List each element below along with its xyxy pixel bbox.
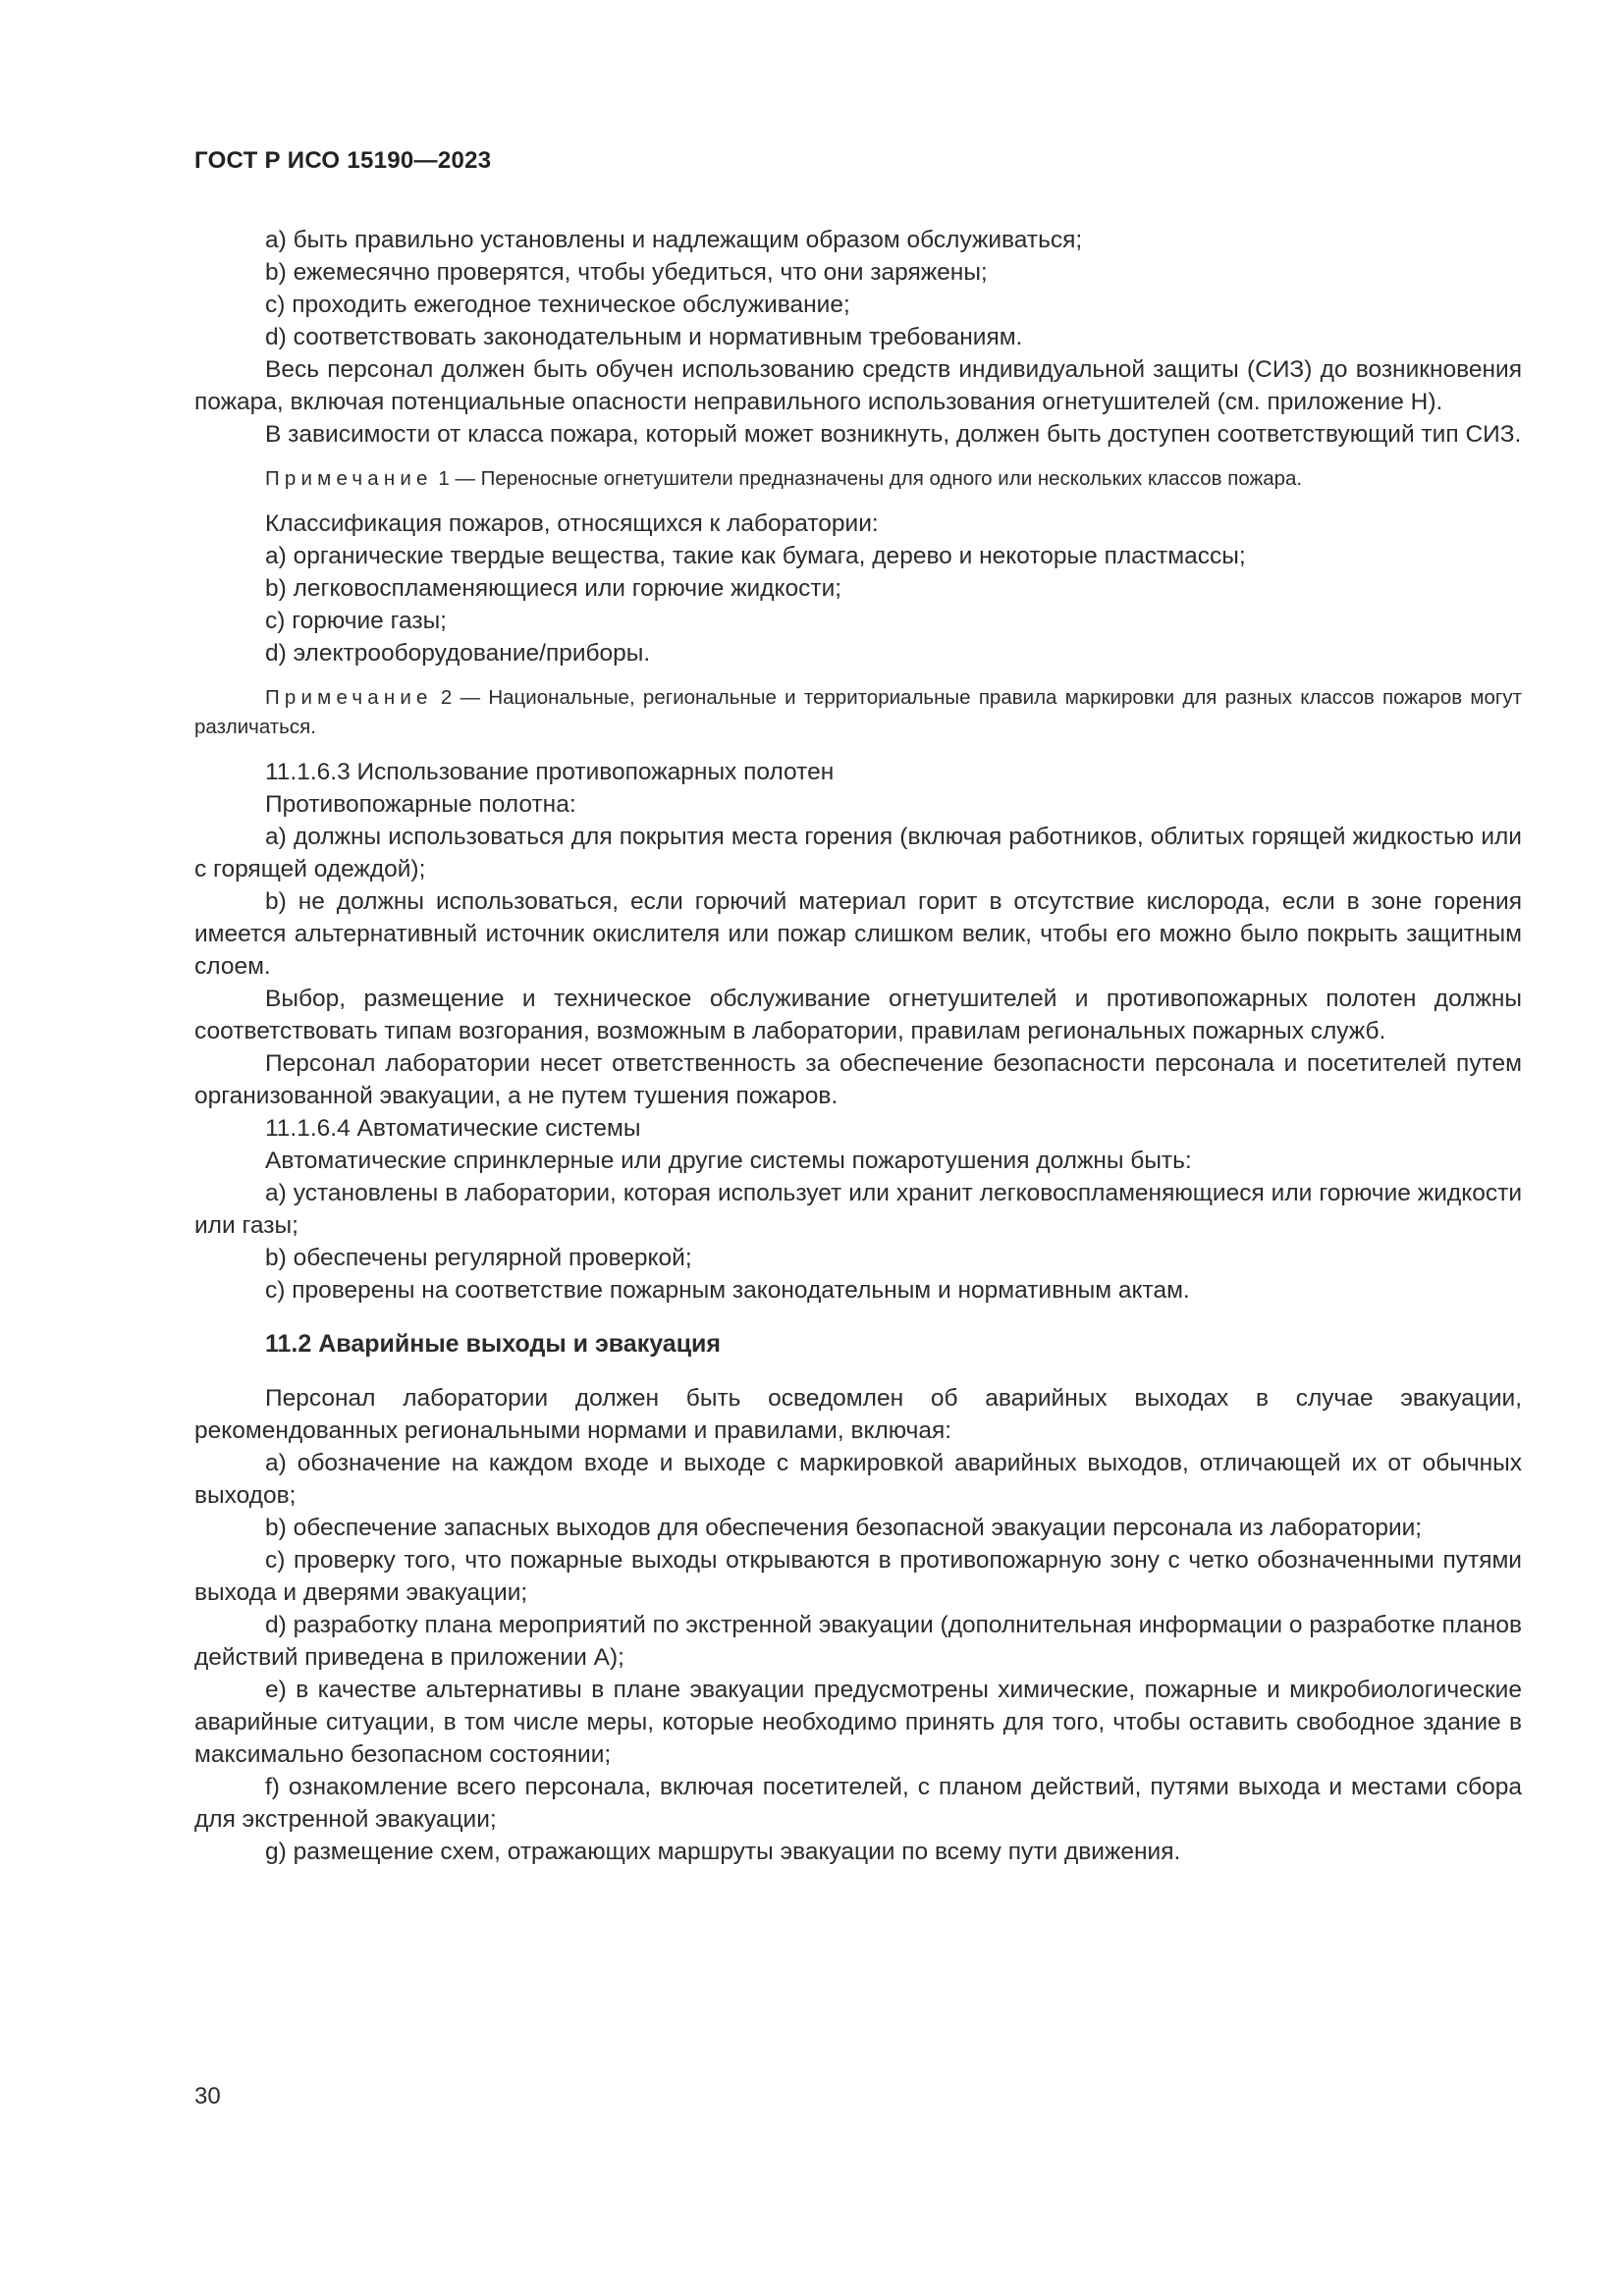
list-item: а) установлены в лаборатории, которая использует или хранит легковоспламеняющиеся или горючие жидкости или газы; bbox=[194, 1180, 1522, 1239]
list-item: а) быть правильно установлены и надлежащим образом обслуживаться; bbox=[265, 227, 1083, 253]
paragraph: Персонал лаборатории несет ответственность за обеспечение безопасности персонала и посетителей путем организованной эвакуации, а не путем тушения пожаров. bbox=[194, 1050, 1522, 1109]
note-text: 1 — Переносные огнетушители предназначены для одного или нескольких классов пожара. bbox=[438, 467, 1303, 490]
list-item: а) должны использоваться для покрытия места горения (включая работников, облитых горящей жидкостью или с горящей одеждой); bbox=[194, 824, 1522, 882]
list-item: а) обозначение на каждом входе и выходе с маркировкой аварийных выходов, отличающей их от обычных выходов; bbox=[194, 1450, 1522, 1509]
list-item: е) в качестве альтернативы в плане эвакуации предусмотрены химические, пожарные и микробиологические аварийные ситуации, в том числе меры, которые необходимо принять для того, чтобы оставить свободное здание в максимально безопасном состоянии; bbox=[194, 1677, 1522, 1768]
list-item: b) не должны использоваться, если горючий материал горит в отсутствие кислорода, если в зоне горения имеется альтернативный источник окислителя или пожар слишком велик, чтобы его можно было покрыть защитным слоем. bbox=[194, 888, 1522, 980]
list-item: d) соответствовать законодательным и нормативным требованиям. bbox=[265, 324, 1023, 350]
list-item: а) органические твердые вещества, такие как бумага, дерево и некоторые пластмассы; bbox=[265, 543, 1246, 569]
list-item: b) обеспечены регулярной проверкой; bbox=[265, 1245, 692, 1271]
list-item: b) обеспечение запасных выходов для обеспечения безопасной эвакуации персонала из лаборатории; bbox=[265, 1515, 1423, 1541]
note-1 bbox=[194, 464, 1522, 494]
document-header: ГОСТ Р ИСО 15190—2023 bbox=[194, 147, 492, 174]
subsection-title: 11.1.6.4 Автоматические системы bbox=[265, 1115, 641, 1142]
note-label: Примечание bbox=[265, 686, 433, 709]
paragraph: Автоматические спринклерные или другие системы пожаротушения должны быть: bbox=[265, 1148, 1192, 1174]
list-item: с) проверены на соответствие пожарным законодательным и нормативным актам. bbox=[265, 1277, 1190, 1304]
paragraph: Выбор, размещение и техническое обслуживание огнетушителей и противопожарных полотен должны соответствовать типам возгорания, возможным в лаборатории, правилам региональных пожарных служб. bbox=[194, 986, 1522, 1044]
note-label: Примечание bbox=[265, 467, 433, 490]
list-item: f) ознакомление всего персонала, включая посетителей, с планом действий, путями выхода и местами сбора для экстренной эвакуации; bbox=[194, 1774, 1522, 1833]
paragraph: В зависимости от класса пожара, который может возникнуть, должен быть доступен соответствующий тип СИЗ. bbox=[265, 421, 1522, 448]
list-item: g) размещение схем, отражающих маршруты эвакуации по всему пути движения. bbox=[265, 1839, 1181, 1865]
list-item: d) разработку плана мероприятий по экстренной эвакуации (дополнительная информации о разработке планов действий приведена в приложении А); bbox=[194, 1612, 1522, 1671]
page-number: 30 bbox=[194, 2083, 221, 2109]
section-heading: 11.2 Аварийные выходы и эвакуация bbox=[265, 1330, 722, 1358]
list-item: d) электрооборудование/приборы. bbox=[265, 640, 651, 667]
paragraph: Персонал лаборатории должен быть осведомлен об аварийных выходах в случае эвакуации, рекомендованных региональными нормами и правилами, включая: bbox=[194, 1385, 1522, 1444]
list-item: b) легковоспламеняющиеся или горючие жидкости; bbox=[265, 575, 842, 602]
paragraph: Противопожарные полотна: bbox=[265, 791, 576, 818]
paragraph: Классификация пожаров, относящихся к лаборатории: bbox=[265, 510, 879, 537]
note-text: 2 — Национальные, региональные и территориальные правила маркировки для разных классов пожаров могут различаться. bbox=[194, 686, 1522, 738]
list-item: с) проверку того, что пожарные выходы открываются в противопожарную зону с четко обозначенными путями выхода и дверями эвакуации; bbox=[194, 1547, 1522, 1606]
list-item: с) проходить ежегодное техническое обслуживание; bbox=[265, 292, 850, 318]
document-body bbox=[194, 224, 1522, 1868]
subsection-title: 11.1.6.3 Использование противопожарных полотен bbox=[265, 759, 835, 785]
list-item: b) ежемесячно проверятся, чтобы убедиться, что они заряжены; bbox=[265, 259, 988, 286]
paragraph: Весь персонал должен быть обучен использованию средств индивидуальной защиты (СИЗ) до возникновения пожара, включая потенциальные опасности неправильного использования огнетушителей (см. приложение Н). bbox=[194, 356, 1522, 415]
list-item: с) горючие газы; bbox=[265, 608, 447, 634]
note-2 bbox=[194, 683, 1522, 742]
